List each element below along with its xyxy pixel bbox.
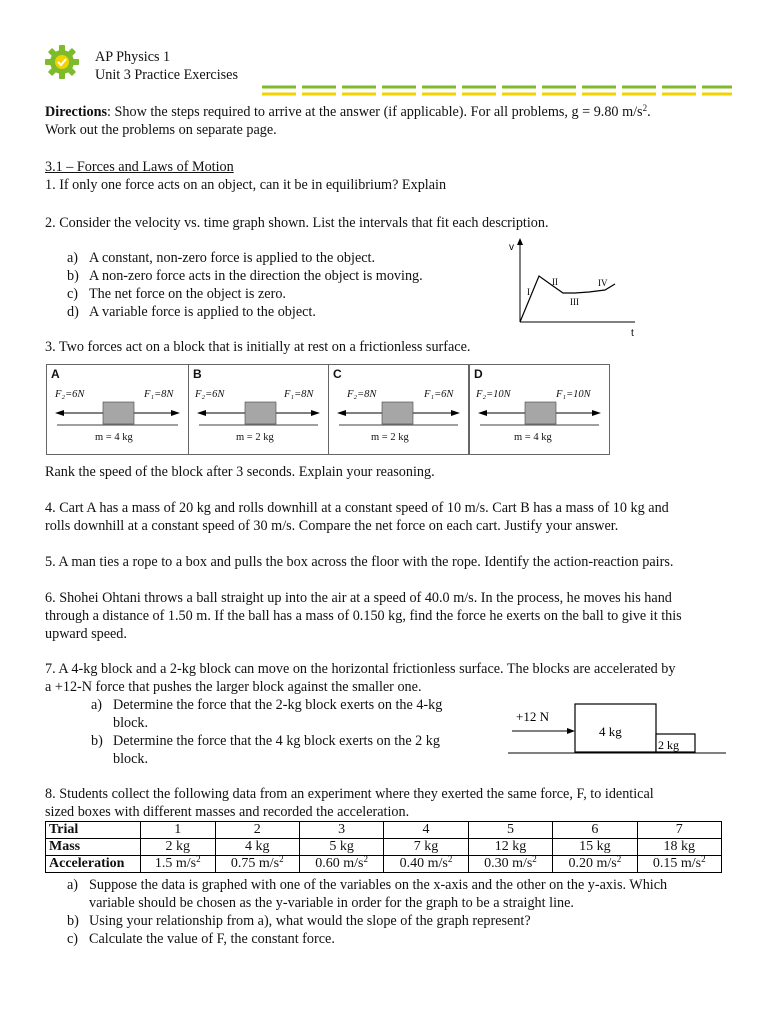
table-row: Acceleration 1.5 $m/s^2$ 0.75 $m/s^2$ 0.60 $m/s^2$ 0.40 $m/s^2$ 0.30 $m/s^2$ 0.20 $m/s^2$ 0.15 $m/s^2$ xyxy=(46,856,722,873)
unit-title: Unit 3 Practice Exercises xyxy=(95,67,239,83)
directions xyxy=(45,104,651,121)
mass-label: m = 2 kg xyxy=(236,432,274,443)
question-8-line-2: sized boxes with different masses and recorded the acceleration. xyxy=(45,804,410,820)
question-3: 3. Two forces act on a block that is initially at rest on a frictionless surface. xyxy=(45,339,471,355)
q8-item-a: a) Suppose the data is graphed with one of the variables on the x-axis and the other on the y-axis. Which xyxy=(67,877,668,893)
gear-logo-icon xyxy=(44,44,80,80)
force-f1-label: F₁=8N xyxy=(284,389,314,400)
force-f2-label: F₂=6N xyxy=(195,389,225,400)
question-7-line-2: a +12-N force that pushes the larger block against the smaller one. xyxy=(45,679,422,695)
interval-4: IV xyxy=(598,278,608,288)
force-panel-d xyxy=(469,364,610,455)
question-6-line-2: through a distance of 1.50 m. If the ball has a mass of 0.150 kg, find the force he exerts on the ball to give it this xyxy=(45,608,682,624)
panel-label: A xyxy=(51,367,60,381)
force-f1-label: F₁=6N xyxy=(424,389,454,400)
force-f1-label: F₁=10N xyxy=(556,389,591,400)
panel-label: B xyxy=(193,367,202,381)
force-f1-label: F₁=8N xyxy=(144,389,174,400)
q7-item-b: b) Determine the force that the 4 kg block exerts on the 2 kg xyxy=(91,733,440,749)
interval-3: III xyxy=(570,297,579,307)
directions-end: . xyxy=(647,104,651,120)
t-axis-label: t xyxy=(631,328,634,339)
q7-item-b-cont: block. xyxy=(113,751,149,767)
question-1: 1. If only one force acts on an object, can it be in equilibrium? Explain xyxy=(45,177,447,193)
q3-follow-up: Rank the speed of the block after 3 seconds. Explain your reasoning. xyxy=(45,464,435,480)
mass-label: m = 2 kg xyxy=(371,432,409,443)
mass-label: m = 4 kg xyxy=(514,432,552,443)
question-4-line-1: 4. Cart A has a mass of 20 kg and rolls downhill at a constant speed of 10 m/s. Cart B has a mass of 10 kg and xyxy=(45,500,669,516)
mass-acceleration-table xyxy=(45,821,722,873)
q2-item-c: c) The net force on the object is zero. xyxy=(67,286,286,302)
force-panel-c xyxy=(328,364,469,455)
question-2: 2. Consider the velocity vs. time graph shown. List the intervals that fit each description. xyxy=(45,215,549,231)
header-dashed-rule xyxy=(262,84,732,98)
header xyxy=(0,0,768,100)
interval-1: I xyxy=(527,287,530,297)
panel-label: D xyxy=(474,367,483,381)
force-f2-label: F₂=6N xyxy=(55,389,85,400)
question-7-line-1: 7. A 4-kg block and a 2-kg block can move on the horizontal frictionless surface. The blocks are accelerated by xyxy=(45,661,676,677)
q2-item-a: a) A constant, non-zero force is applied to the object. xyxy=(67,250,376,266)
directions-label: Directions xyxy=(45,104,107,120)
q2-item-b: b) A non-zero force acts in the direction the object is moving. xyxy=(67,268,423,284)
directions-sup: 2 xyxy=(642,103,648,113)
interval-2: II xyxy=(552,277,558,287)
force-f2-label: F₂=10N xyxy=(476,389,511,400)
course-title: AP Physics 1 xyxy=(95,49,171,65)
q7-item-a-cont: block. xyxy=(113,715,149,731)
v-axis-label: v xyxy=(509,242,514,253)
question-8-line-1: 8. Students collect the following data from an experiment where they exerted the same force, F, to identical xyxy=(45,786,654,802)
velocity-time-graph xyxy=(505,236,645,341)
q2-item-d: d) A variable force is applied to the object. xyxy=(67,304,316,320)
question-6-line-1: 6. Shohei Ohtani throws a ball straight up into the air at a speed of 40.0 m/s. In the process, he moves his hand xyxy=(45,590,672,606)
q8-item-a-cont: variable should be chosen as the y-variable in order for the graph to be a straight line. xyxy=(89,895,574,911)
directions-text: : Show the steps required to arrive at the answer (if applicable). For all problems, g = 9.80 m/s xyxy=(107,104,643,120)
question-6-line-3: upward speed. xyxy=(45,626,127,642)
panel-label: C xyxy=(333,367,342,381)
force-panel-a xyxy=(46,364,189,455)
question-5: 5. A man ties a rope to a box and pulls the box across the floor with the rope. Identify the action-reaction pairs. xyxy=(45,554,674,570)
mass-label: m = 4 kg xyxy=(95,432,133,443)
question-4-line-2: rolls downhill at a constant speed of 30 m/s. Compare the net force on each cart. Justify your answer. xyxy=(45,518,619,534)
q8-item-c: c) Calculate the value of F, the constant force. xyxy=(67,931,335,947)
q8-item-b: b) Using your relationship from a), what would the slope of the graph represent? xyxy=(67,913,531,929)
small-block-label: 2 kg xyxy=(658,738,679,752)
table-row: Mass 2 kg 4 kg 5 kg 7 kg 12 kg 15 kg 18 kg xyxy=(46,839,722,856)
force-panel-b xyxy=(188,364,329,455)
directions-text-2: Work out the problems on separate page. xyxy=(45,122,277,138)
q7-item-a: a) Determine the force that the 2-kg block exerts on the 4-kg xyxy=(91,697,443,713)
big-block-label: 4 kg xyxy=(599,724,622,739)
section-title: 3.1 – Forces and Laws of Motion xyxy=(45,159,234,175)
two-block-figure xyxy=(508,700,728,766)
force-f2-label: F₂=8N xyxy=(347,389,377,400)
push-force-label: +12 N xyxy=(516,709,549,724)
table-row: Trial 1 2 3 4 5 6 7 xyxy=(46,822,722,839)
